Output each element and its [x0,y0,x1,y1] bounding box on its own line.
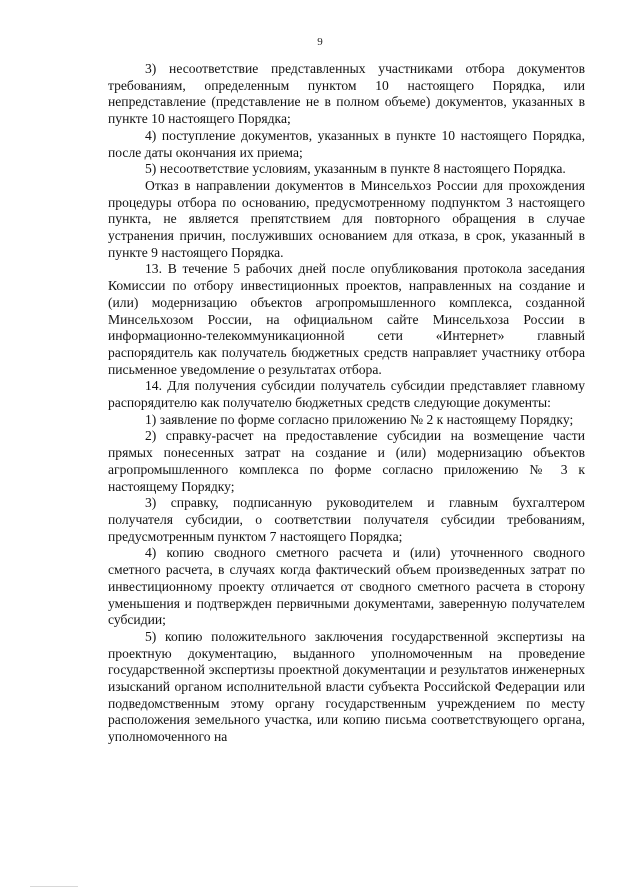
page-number: 9 [317,36,323,48]
paragraph-3-nonconformity-documents: 3) несоответствие представленных участниками отбора документов требованиям, определенным пунктом 10 настоящего Порядка, или непредставление (представление не в полном объеме) документов, указанных в пункте 10 настоящего Порядка; [108,61,585,127]
paragraph-13-notification: 13. В течение 5 рабочих дней после опубликования протокола заседания Комиссии по отбору инвестиционных проектов, направленных на создание и (или) модернизацию объектов агропромышленного комплекса, созданной Минсельхозом России, на официальном сайте Минсельхоза России в информационно-телекоммуникационной сети «Интернет» главный распорядитель как получатель бюджетных средств направляет участнику отбора письменное уведомление о результатах отбора. [108,261,585,377]
list-item-compliance-certificate: 3) справку, подписанную руководителем и главным бухгалтером получателя субсидии, о соответствии получателя субсидии требованиям, предусмотренным пунктом 7 настоящего Порядка; [108,495,585,544]
paragraph-5-nonconformity-conditions: 5) несоответствие условиям, указанным в пункте 8 настоящего Порядка. [145,161,566,177]
scan-edge-mark [30,886,78,887]
list-item-application: 1) заявление по форме согласно приложению № 2 к настоящему Порядку; [145,411,574,427]
list-item-expertise-conclusion: 5) копию положительного заключения государственной экспертизы на проектную документацию, выданного уполномоченным на проведение государственной экспертизы проектной документации и результатов инженерных изысканий органом исполнительной власти субъекта Российской Федерации или подведомственным этому органу государственным учреждением по месту расположения земельного участка, или копию письма соответствующего органа, уполномоченного на [108,628,585,745]
document-body [108,61,585,746]
list-item-estimate-copy: 4) копию сводного сметного расчета и (или) уточненного сводного сметного расчета, в случаях когда фактический объем произведенных затрат по инвестиционному проекту отличается от сводного сметного расчета в сторону уменьшения и подтвержден первичными документами, заверенную получателем субсидии; [108,545,585,628]
paragraph-4-late-submission: 4) поступление документов, указанных в пункте 10 настоящего Порядка, после даты окончания их приема; [108,127,585,160]
paragraph-14-documents-intro: 14. Для получения субсидии получатель субсидии представляет главному распорядителю как получателю бюджетных средств следующие документы: [108,378,585,411]
paragraph-refusal-note: Отказ в направлении документов в Минсельхоз России для прохождения процедуры отбора по основанию, предусмотренному подпунктом 3 настоящего пункта, не является препятствием для повторного обращения в случае устранения причин, послуживших основанием для отказа, в срок, указанный в пункте 9 настоящего Порядка. [108,177,585,260]
list-item-calculation-certificate: 2) справку-расчет на предоставление субсидии на возмещение части прямых понесенных затрат на создание и (или) модернизацию объектов агропромышленного комплекса по форме согласно приложению № 3 к настоящему Порядку; [108,428,585,494]
